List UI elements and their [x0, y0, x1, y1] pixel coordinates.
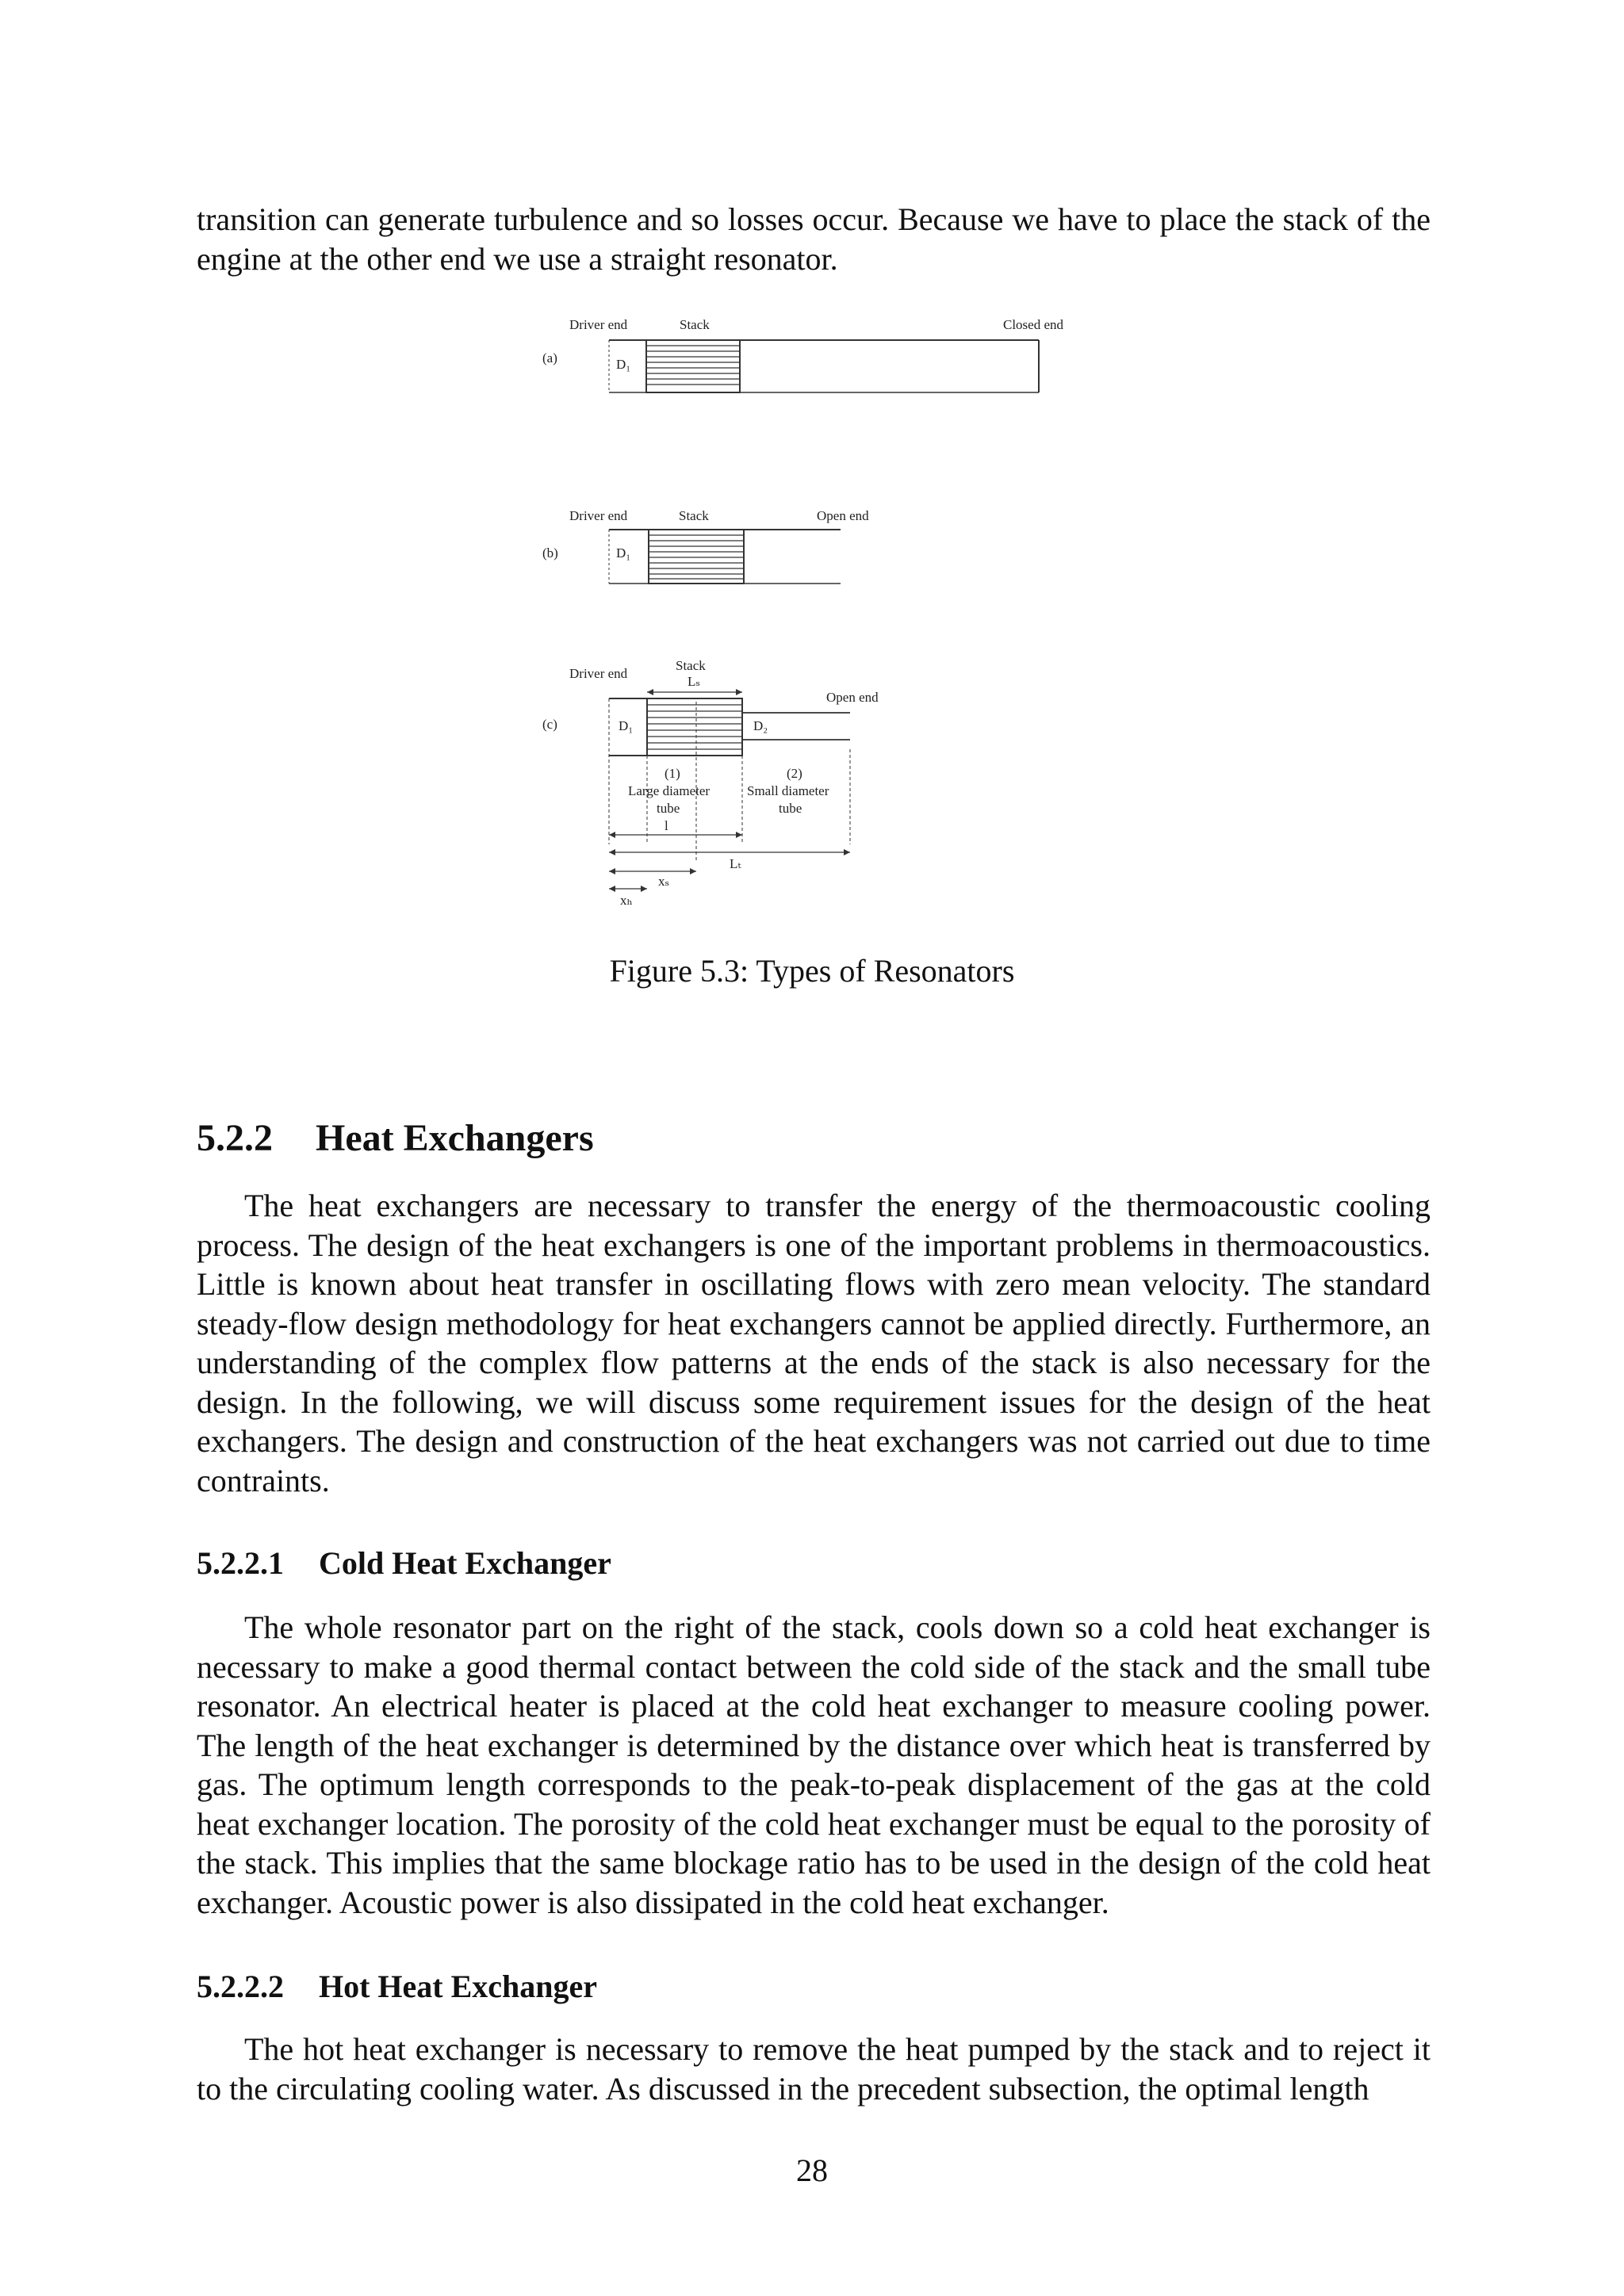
panel-c-end-label: Open end: [826, 690, 879, 705]
panel-c-l-label: l: [665, 818, 668, 833]
page-number: 28: [796, 2152, 828, 2188]
figure-caption: Figure 5.3: Types of Resonators: [609, 953, 1015, 989]
subsection-2-title: Hot Heat Exchanger: [319, 1969, 598, 2004]
section-heading: [197, 1116, 594, 1160]
panel-c-part1-line2: tube: [657, 801, 680, 816]
subsection-1-paragraph: The whole resonator part on the right of the stack, cools down so a cold heat exchanger is necessary to make a good thermal contact between the cold side of the stack and the small tube resonator. An electrical heater is placed at the cold heat exchanger to measure cooling power. The length of the heat exchanger is determined by the distance over which heat is transferred by gas. The optimum length corresponds to the peak-to-peak displacement of the gas at the cold heat exchanger location. The porosity of the cold heat exchanger must be equal to the porosity of the stack. This implies that the same blockage ratio has to be used in the design of the cold heat exchanger. Acoustic power is also dissipated in the cold heat exchanger.: [197, 1609, 1431, 1920]
panel-c-stack-plates: [647, 705, 742, 749]
panel-b-stack-label: Stack: [679, 508, 709, 523]
panel-c-stack: [647, 698, 742, 756]
subsection-2-heading: [197, 1968, 597, 2005]
subsection-2-number: 5.2.2.2: [197, 1969, 284, 2004]
panel-b-end-label: Open end: [817, 508, 869, 523]
panel-c-stack-label: Stack: [676, 658, 706, 673]
panel-c-d2-label: D₂: [753, 718, 768, 733]
section-title: Heat Exchangers: [316, 1117, 594, 1159]
panel-b-d1-label: D₁: [616, 545, 631, 561]
panel-a-stack-label: Stack: [680, 317, 710, 332]
subsection-2-paragraph: The hot heat exchanger is necessary to remove the heat pumped by the stack and to reject it to the circulating cooling water. As discussed in the precedent subsection, the optimal length: [197, 2031, 1431, 2107]
panel-a: [609, 340, 1039, 392]
panel-b-id: (b): [542, 545, 558, 561]
panel-c-xs-label: xₛ: [658, 874, 670, 889]
section-number: 5.2.2: [197, 1117, 273, 1159]
panel-a-stack-plates: [646, 346, 740, 385]
panel-c-driver-label: Driver end: [569, 666, 628, 681]
resonator-diagram: [523, 305, 1126, 924]
panel-c-d1-label: D₁: [619, 718, 634, 733]
subsection-1-title: Cold Heat Exchanger: [319, 1545, 611, 1581]
panel-a-d1-label: D₁: [616, 357, 631, 372]
panel-c-lt-label: Lₜ: [730, 856, 741, 871]
panel-c-part1-num: (1): [665, 766, 680, 781]
panel-b: [609, 530, 841, 584]
panel-c-part2-num: (2): [787, 766, 802, 781]
panel-b-driver-label: Driver end: [569, 508, 628, 523]
panel-a-end-label: Closed end: [1003, 317, 1064, 332]
intro-paragraph: transition can generate turbulence and so losses occur. Because we have to place the stack of the engine at the other end we use a straight resonator.: [197, 201, 1431, 277]
section-paragraph: The heat exchangers are necessary to transfer the energy of the thermoacoustic cooling process. The design of the heat exchangers is one of the important problems in thermoacoustics. Little is known about heat transfer in oscillating flows with zero mean velocity. The standard steady-flow design methodology for heat exchangers cannot be applied directly. Furthermore, an understanding of the complex flow patterns at the ends of the stack is also necessary for the design. In the following, we will discuss some requirement issues for the design of the heat exchangers. The design and construction of the heat exchangers was not carried out due to time contraints.: [197, 1188, 1431, 1498]
subsection-1-heading: [197, 1544, 611, 1582]
panel-b-stack: [649, 530, 744, 584]
subsection-1-number: 5.2.2.1: [197, 1545, 284, 1581]
panel-b-stack-plates: [649, 535, 744, 579]
panel-c-xh-label: xₕ: [620, 893, 633, 908]
panel-c-part2-line2: tube: [779, 801, 802, 816]
panel-a-id: (a): [542, 350, 557, 365]
panel-c-ls-label: Lₛ: [688, 674, 701, 689]
panel-c-part1-line1: Large diameter: [628, 783, 710, 798]
panel-c-part2-line1: Small diameter: [747, 783, 829, 798]
resonator-figure: [523, 305, 1126, 924]
panel-a-driver-label: Driver end: [569, 317, 628, 332]
panel-c-id: (c): [542, 717, 557, 732]
